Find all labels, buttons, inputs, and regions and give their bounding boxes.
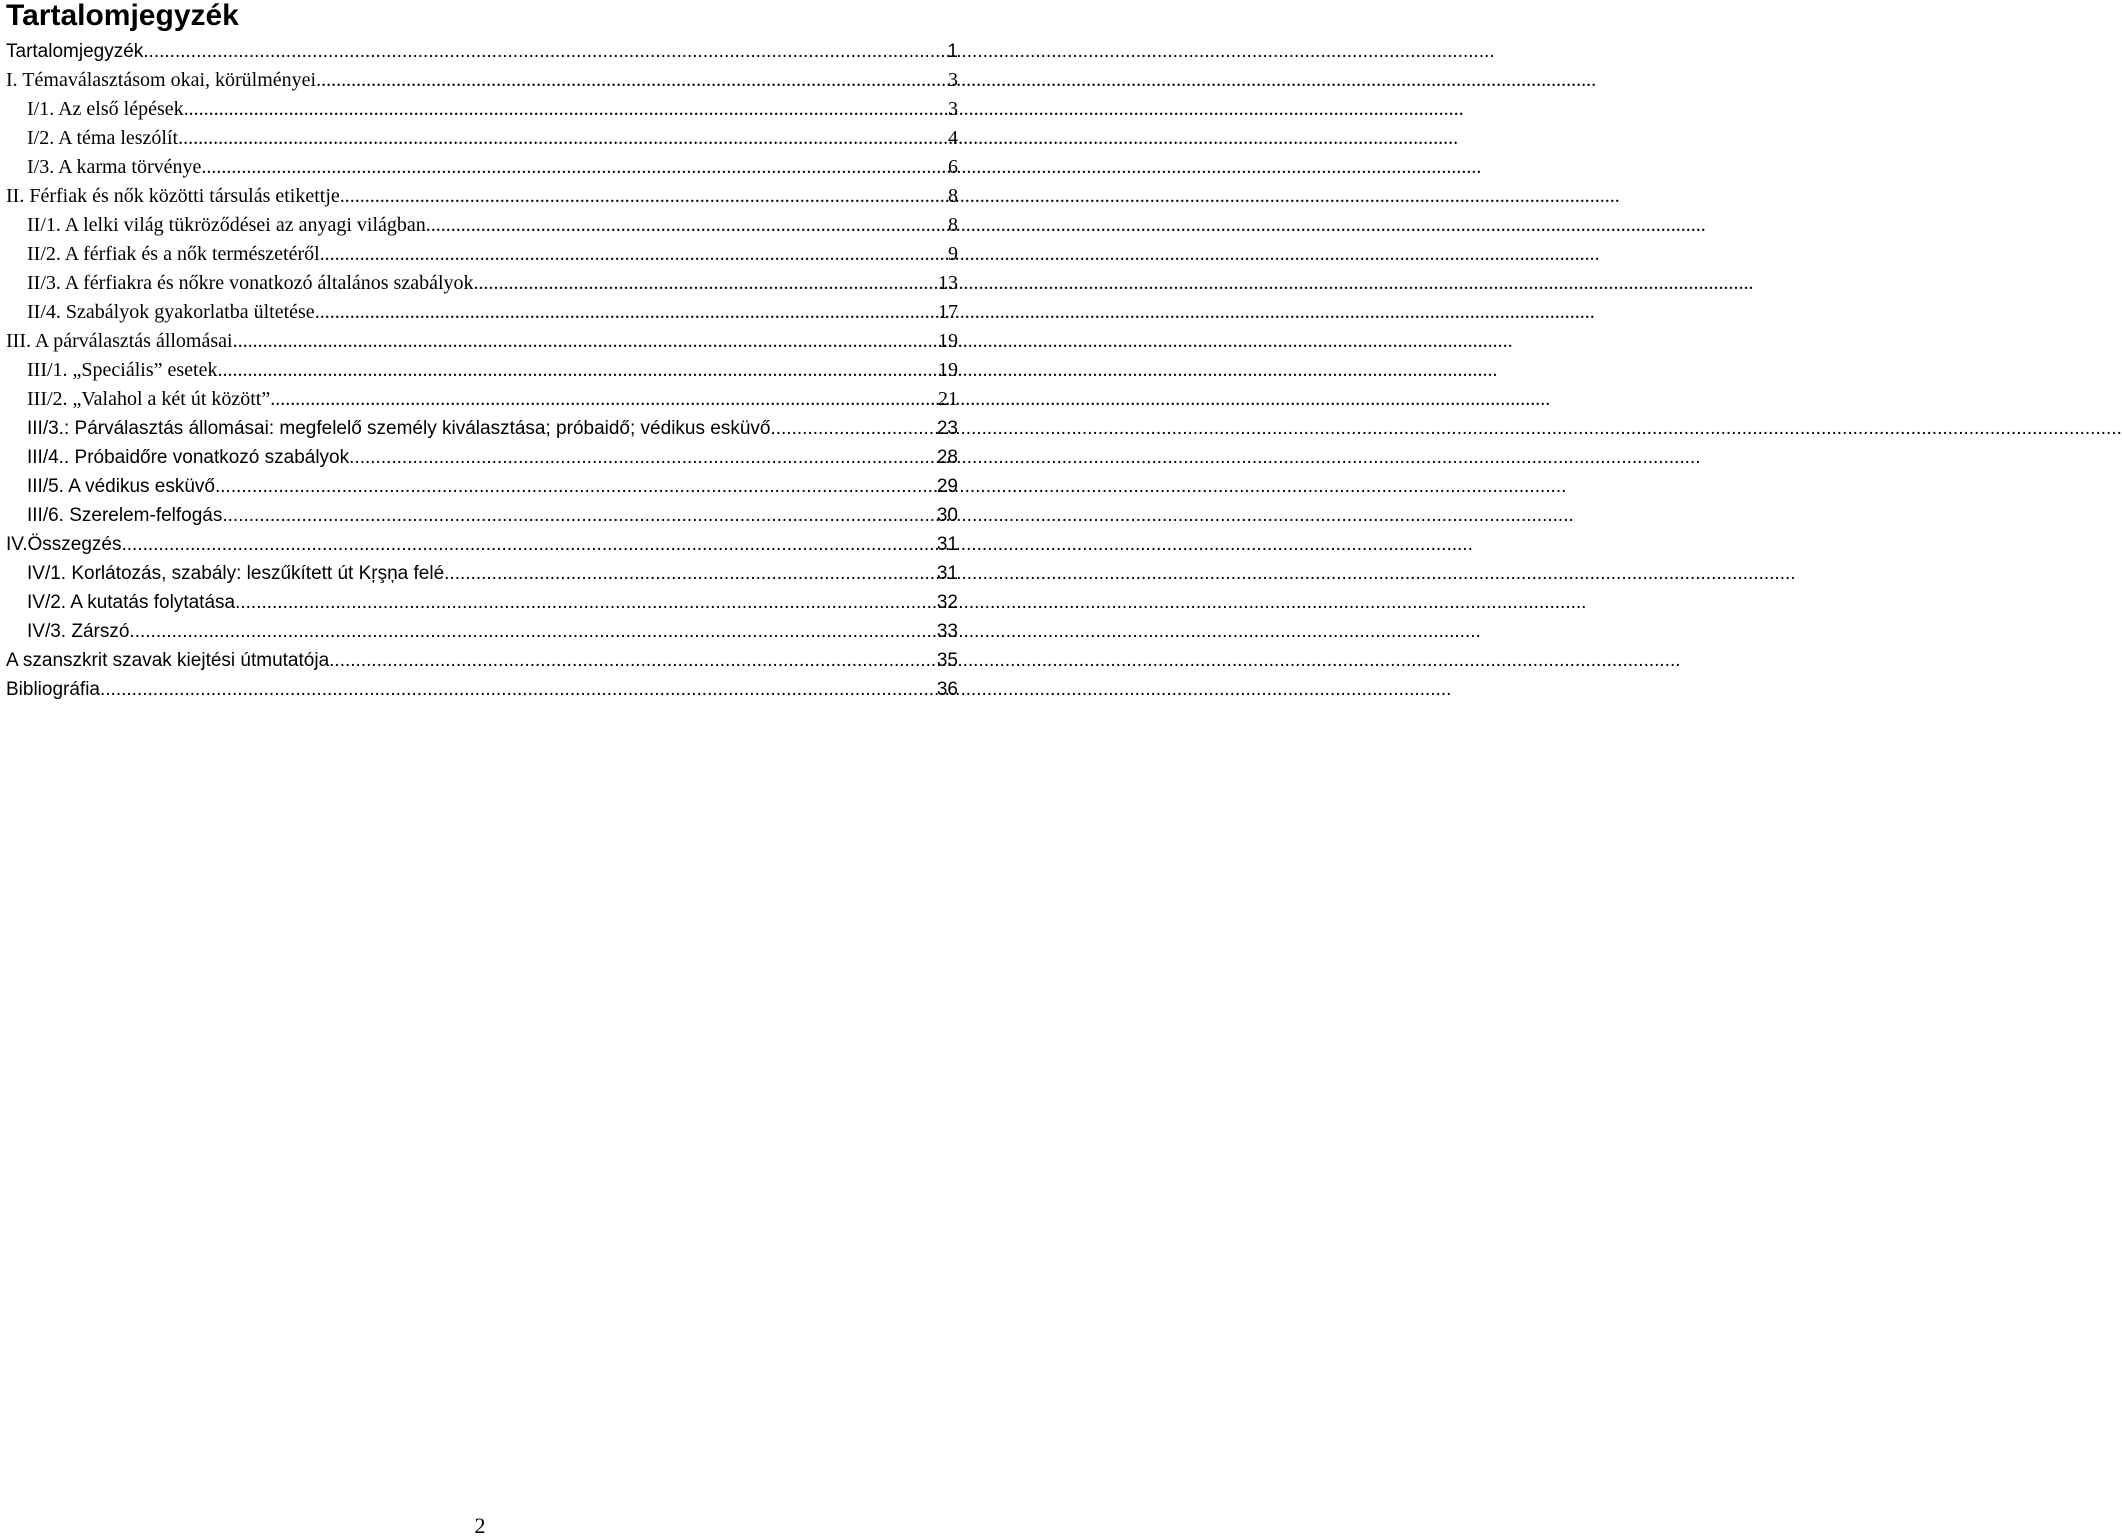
toc-entry[interactable]	[6, 559, 958, 588]
dot-leader	[770, 414, 935, 443]
toc-entry-title: III/3.: Párválasztás állomásai: megfelelő személy kiválasztása; próbaidő; védikus esküvő	[27, 418, 771, 439]
toc-entry-title: IV/1. Korlátozás, szabály: leszűkített út Kŗşņa felé	[27, 563, 445, 584]
toc-entry-title: Bibliográfia	[6, 679, 100, 700]
toc-entry[interactable]	[6, 646, 958, 675]
toc-entry-page-number: 31	[936, 534, 958, 555]
toc-entry[interactable]	[6, 501, 958, 530]
toc-entry-title: IV/3. Zárszó	[27, 621, 130, 642]
toc-entry[interactable]	[6, 240, 958, 269]
toc-entry-title: I/3. A karma törvénye	[27, 156, 202, 178]
toc-entry-title: III. A párválasztás állomásai	[6, 330, 233, 352]
toc-entry-page-number: 13	[938, 272, 958, 294]
toc-entry-title: I/2. A téma leszólít	[27, 127, 179, 149]
toc-entry-page-number: 36	[936, 679, 958, 700]
document-page	[0, 0, 960, 1539]
dot-leader	[222, 501, 935, 530]
dot-leader	[320, 240, 947, 269]
toc-entry-title: I/1. Az első lépések	[27, 98, 184, 120]
toc-entry[interactable]	[6, 211, 958, 240]
toc-entry[interactable]	[6, 37, 958, 66]
toc-entry[interactable]	[6, 124, 958, 153]
toc-entry-page-number: 31	[936, 563, 958, 584]
dot-leader	[129, 617, 935, 646]
dot-leader	[315, 298, 937, 327]
dot-leader	[233, 327, 937, 356]
toc-entry-title: III/4.. Próbaidőre vonatkozó szabályok	[27, 447, 350, 468]
dot-leader	[100, 675, 936, 704]
toc-entry[interactable]	[6, 414, 958, 443]
toc-entry[interactable]	[6, 327, 958, 356]
dot-leader	[121, 530, 935, 559]
toc-entry[interactable]	[6, 385, 958, 414]
toc-entry-title: II. Férfiak és nők közötti társulás etikettje	[6, 185, 340, 207]
toc-entry-title: III/6. Szerelem-felfogás	[27, 505, 223, 526]
toc-entry-page-number: 3	[948, 98, 958, 120]
toc-entry-page-number: 8	[948, 185, 958, 207]
page-number: 2	[474, 1513, 486, 1538]
toc-entry-page-number: 28	[936, 447, 958, 468]
toc-entry-title: A szanszkrit szavak kiejtési útmutatója	[6, 650, 330, 671]
toc-entry[interactable]	[6, 182, 958, 211]
dot-leader	[270, 385, 937, 414]
toc-entry-page-number: 4	[948, 127, 958, 149]
dot-leader	[215, 472, 936, 501]
toc-entry-page-number: 32	[936, 592, 958, 613]
toc-entry[interactable]	[6, 588, 958, 617]
toc-entry-page-number: 21	[938, 388, 958, 410]
toc-entry-page-number: 33	[936, 621, 958, 642]
dot-leader	[340, 182, 947, 211]
toc-entry-page-number: 6	[948, 156, 958, 178]
toc-entry[interactable]	[6, 530, 958, 559]
toc-entry-title: IV.Összegzés	[6, 534, 122, 555]
toc-entry-title: I. Témaválasztásom okai, körülményei	[6, 69, 317, 91]
toc-entry-title: II/1. A lelki világ tükröződései az anyagi világban	[27, 214, 426, 236]
dot-leader	[444, 559, 936, 588]
toc-entry-title: II/3. A férfiakra és nőkre vonatkozó általános szabályok	[27, 272, 474, 294]
toc-entry-page-number: 1	[947, 41, 958, 62]
table-of-contents	[6, 37, 958, 704]
dot-leader	[217, 356, 937, 385]
dot-leader	[474, 269, 937, 298]
dot-leader	[201, 153, 947, 182]
toc-entry[interactable]	[6, 66, 958, 95]
toc-entry-title: II/4. Szabályok gyakorlatba ültetése	[27, 301, 315, 323]
toc-entry-page-number: 17	[938, 301, 958, 323]
toc-entry-page-number: 35	[936, 650, 958, 671]
dot-leader	[426, 211, 947, 240]
toc-entry-page-number: 8	[948, 214, 958, 236]
toc-entry-page-number: 9	[948, 243, 958, 265]
toc-entry[interactable]	[6, 472, 958, 501]
toc-entry[interactable]	[6, 95, 958, 124]
toc-entry-page-number: 19	[938, 359, 958, 381]
toc-entry-page-number: 23	[936, 418, 958, 439]
toc-entry[interactable]	[6, 153, 958, 182]
dot-leader	[316, 66, 947, 95]
toc-entry-title: Tartalomjegyzék	[6, 41, 144, 62]
dot-leader	[143, 37, 946, 66]
toc-entry-page-number: 29	[936, 476, 958, 497]
toc-entry-title: III/1. „Speciális” esetek	[27, 359, 218, 381]
toc-entry[interactable]	[6, 269, 958, 298]
toc-entry-page-number: 3	[948, 69, 958, 91]
dot-leader	[178, 124, 947, 153]
toc-entry[interactable]	[6, 675, 958, 704]
dot-leader	[235, 588, 936, 617]
toc-entry-page-number: 30	[936, 505, 958, 526]
toc-entry-page-number: 19	[938, 330, 958, 352]
toc-heading: Tartalomjegyzék	[6, 0, 239, 32]
toc-entry-title: II/2. A férfiak és a nők természetéről	[27, 243, 320, 265]
toc-entry[interactable]	[6, 617, 958, 646]
toc-entry-title: III/5. A védikus esküvő	[27, 476, 215, 497]
dot-leader	[329, 646, 936, 675]
toc-entry[interactable]	[6, 356, 958, 385]
dot-leader	[184, 95, 947, 124]
dot-leader	[349, 443, 936, 472]
toc-entry-title: III/2. „Valahol a két út között”	[27, 388, 271, 410]
toc-entry-title: IV/2. A kutatás folytatása	[27, 592, 236, 613]
toc-entry[interactable]	[6, 443, 958, 472]
toc-entry[interactable]	[6, 298, 958, 327]
